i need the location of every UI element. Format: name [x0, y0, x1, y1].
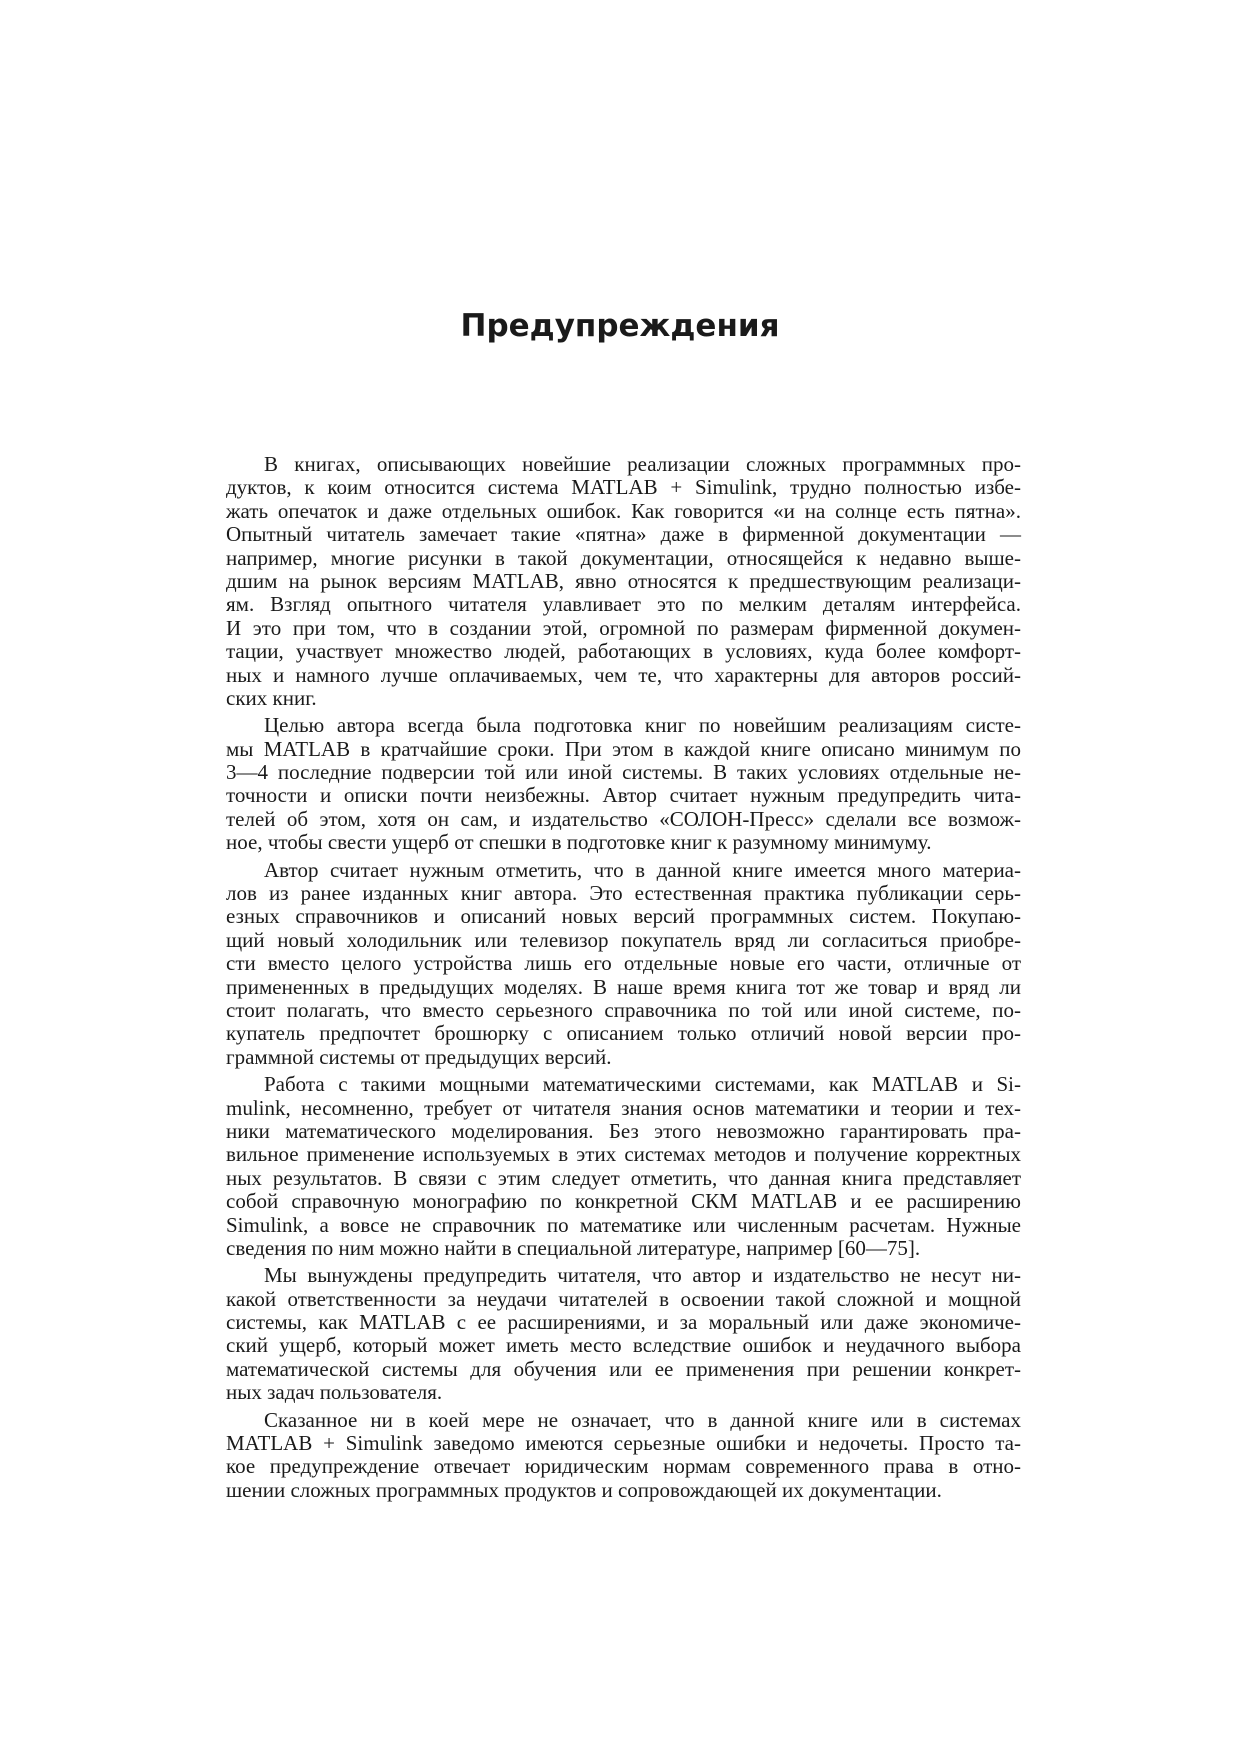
text-line: ских книг.: [226, 685, 317, 710]
text-line: системы, как MATLAB с ее расширениями, и за моральный или даже экономиче-: [226, 1310, 1021, 1335]
paragraph: [226, 1073, 1021, 1260]
text-line: ский ущерб, который может иметь место вследствие ошибок и неудачного выбора: [226, 1333, 1021, 1358]
text-line: Автор считает нужным отметить, что в данной книге имеется много материа-: [264, 857, 1021, 882]
text-line: Целью автора всегда была подготовка книг по новейшим реализациям систе-: [264, 713, 1021, 738]
page-title: Предупреждения: [460, 308, 780, 344]
paragraph: [226, 859, 1021, 1070]
text-line: телей об этом, хотя он сам, и издательство «СОЛОН-Пресс» сделали все возмож-: [226, 806, 1021, 831]
text-line: собой справочную монографию по конкретной СКМ MATLAB и ее расширению: [226, 1189, 1021, 1214]
text-line: например, многие рисунки в такой документации, относящейся к недавно выше-: [226, 545, 1021, 570]
text-line: кое предупреждение отвечает юридическим нормам современного права в отно-: [226, 1454, 1021, 1479]
text-line: примененных в предыдущих моделях. В наше время книга тот же товар и вряд ли: [226, 974, 1021, 999]
text-line: лов из ранее изданных книг автора. Это естественная практика публикации серь-: [226, 881, 1021, 906]
text-line: какой ответственности за неудачи читателей в освоении такой сложной и мощной: [226, 1286, 1021, 1311]
text-line: Мы вынуждены предупредить читателя, что автор и издательство не несут ни-: [264, 1263, 1021, 1288]
text-line: Работа с такими мощными математическими системами, как MATLAB и Si-: [264, 1072, 1021, 1097]
paragraph: [226, 1409, 1021, 1503]
text-line: ных задач пользователя.: [226, 1380, 443, 1405]
paragraph: [226, 1264, 1021, 1404]
text-line: тации, участвует множество людей, работающих в условиях, куда более комфорт-: [226, 639, 1021, 664]
text-line: ники математического моделирования. Без этого невозможно гарантировать пра-: [226, 1118, 1021, 1143]
text-line: граммной системы от предыдущих версий.: [226, 1044, 612, 1069]
text-line: математической системы для обучения или ее применения при решении конкрет-: [226, 1356, 1021, 1381]
text-line: купатель предпочтет брошюрку с описанием только отличий новой версии про-: [226, 1021, 1021, 1046]
text-line: MATLAB + Simulink заведомо имеются серьезные ошибки и недочеты. Просто та-: [226, 1431, 1021, 1456]
text-line: mulink, несомненно, требует от читателя знания основ математики и теории и тех-: [226, 1095, 1021, 1120]
text-line: щий новый холодильник или телевизор покупатель вряд ли согласиться приобре-: [226, 927, 1021, 952]
text-line: шении сложных программных продуктов и сопровождающей их документации.: [226, 1477, 942, 1502]
text-line: И это при том, что в создании этой, огромной по размерам фирменной докумен-: [226, 615, 1021, 640]
text-line: ное, чтобы свести ущерб от спешки в подготовке книг к разумному минимуму.: [226, 830, 932, 855]
text-line: Simulink, а вовсе не справочник по математике или численным расчетам. Нужные: [226, 1212, 1021, 1237]
text-line: сведения по ним можно найти в специальной литературе, например [60—75].: [226, 1235, 921, 1260]
text-line: Опытный читатель замечает такие «пятна» даже в фирменной документации —: [226, 522, 1021, 547]
text-line: 3—4 последние подверсии той или иной системы. В таких условиях отдельные не-: [226, 760, 1021, 785]
text-line: езных справочников и описаний новых версий программных систем. Покупаю-: [226, 904, 1021, 929]
text-line: В книгах, описывающих новейшие реализации сложных программных про-: [264, 452, 1021, 476]
text-line: сти вместо целого устройства лишь его отдельные новые его части, отличные от: [226, 951, 1021, 976]
text-line: стоит полагать, что вместо серьезного справочника по той или иной системе, по-: [226, 997, 1021, 1022]
text-line: жать опечаток и даже отдельных ошибок. Как говорится «и на солнце есть пятна».: [226, 498, 1021, 523]
body-text: [226, 453, 1021, 1502]
paragraph: [226, 453, 1021, 710]
text-line: точности и описки почти неизбежны. Автор считает нужным предупредить чита-: [226, 783, 1021, 808]
text-line: ям. Взгляд опытного читателя улавливает это по мелким деталям интерфейса.: [226, 592, 1021, 617]
text-line: Сказанное ни в коей мере не означает, что в данной книге или в системах: [264, 1407, 1021, 1432]
text-line: вильное применение используемых в этих системах методов и получение корректных: [226, 1142, 1021, 1167]
text-line: дуктов, к коим относится система MATLAB + Simulink, трудно полностью избе-: [226, 475, 1021, 500]
text-line: ных результатов. В связи с этим следует отметить, что данная книга представляет: [226, 1165, 1021, 1190]
paragraph: [226, 714, 1021, 854]
text-line: ных и намного лучше оплачиваемых, чем те, что характерны для авторов россий-: [226, 662, 1021, 687]
text-line: мы MATLAB в кратчайшие сроки. При этом в каждой книге описано минимум по: [226, 736, 1021, 761]
text-line: дшим на рынок версиям MATLAB, явно относятся к предшествующим реализаци-: [226, 568, 1021, 593]
